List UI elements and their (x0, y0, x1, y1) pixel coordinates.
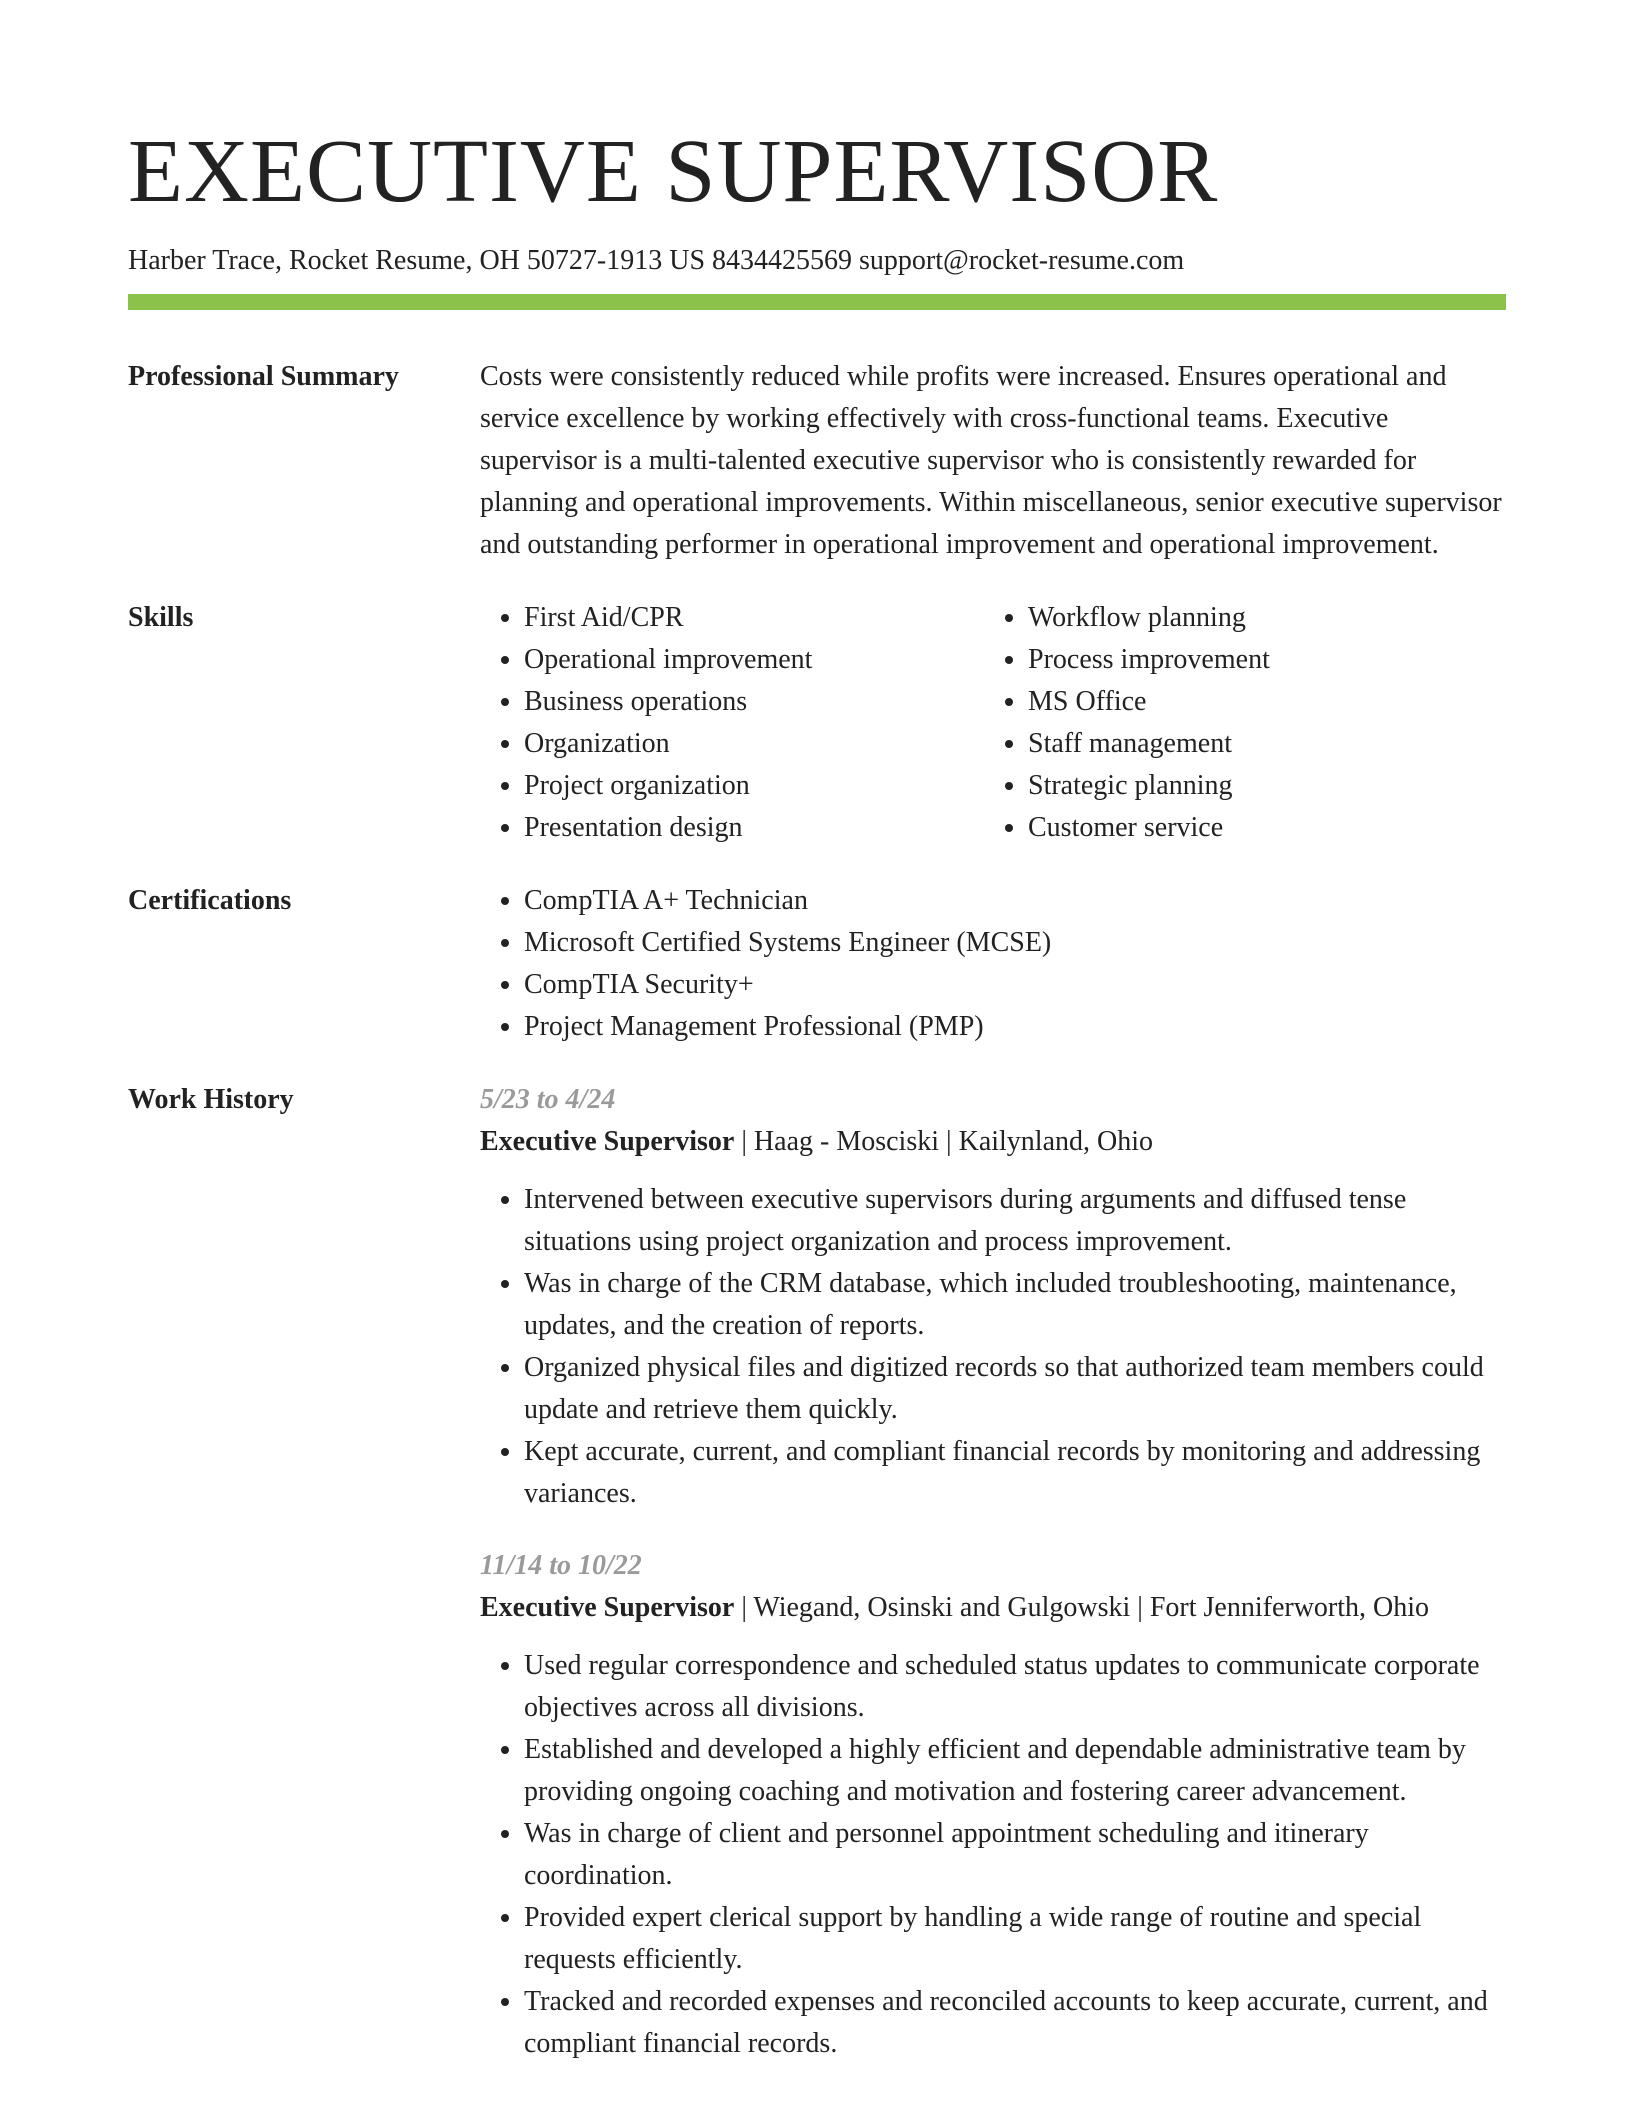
list-item: • Intervened between executive supervisors during arguments and diffused tense situations using project organization and process improvement. (524, 1179, 1506, 1263)
list-item: • Microsoft Certified Systems Engineer (MCSE) (524, 922, 1506, 964)
job-role-line (480, 1121, 1506, 1163)
list-item: • Staff management (1028, 723, 1488, 765)
job-role-line (480, 1587, 1506, 1629)
list-item: • Kept accurate, current, and compliant financial records by monitoring and addressing variances. (524, 1431, 1506, 1515)
skills-section (128, 597, 1506, 849)
job-employer-location: | Wiegand, Osinski and Gulgowski | Fort Jenniferworth, Ohio (734, 1592, 1430, 1623)
job-entry (480, 1545, 1506, 2065)
job-dates: 11/14 to 10/22 (480, 1550, 642, 1581)
contact-line: Harber Trace, Rocket Resume, OH 50727-1913 US 8434425569 support@rocket-resume.com (128, 245, 1185, 276)
list-item: • First Aid/CPR (524, 597, 984, 639)
job-bullets (480, 1645, 1506, 2065)
list-item: • Was in charge of client and personnel appointment scheduling and itinerary coordination. (524, 1813, 1506, 1897)
list-item: • Presentation design (524, 807, 984, 849)
work-history-body (480, 1079, 1506, 2065)
summary-heading: Professional Summary (128, 361, 399, 392)
list-item: • Organization (524, 723, 984, 765)
skills-column-right (984, 597, 1488, 849)
summary-text: Costs were consistently reduced while profits were increased. Ensures operational and service excellence by working effectively with cross-functional teams. Executive supervisor is a multi-talented executive supervisor who is consistently rewarded for planning and operational improvements. Within miscellaneous, senior executive supervisor and outstanding performer in operational improvement and operational improvement. (480, 361, 1502, 560)
job-bullets (480, 1179, 1506, 1515)
skills-list-right (984, 597, 1488, 849)
summary-section (128, 356, 1506, 566)
list-item: • Was in charge of the CRM database, which included troubleshooting, maintenance, updates, and the creation of reports. (524, 1263, 1506, 1347)
resume-page (128, 0, 1506, 2065)
list-item: • Business operations (524, 681, 984, 723)
skills-list-left (480, 597, 984, 849)
list-item: • Provided expert clerical support by handling a wide range of routine and special requests efficiently. (524, 1897, 1506, 1981)
job-entry (480, 1079, 1506, 1515)
list-item: • Workflow planning (1028, 597, 1488, 639)
job-dates: 5/23 to 4/24 (480, 1084, 616, 1115)
certifications-section (128, 880, 1506, 1048)
job-employer-location: | Haag - Mosciski | Kailynland, Ohio (734, 1126, 1154, 1157)
list-item: • Process improvement (1028, 639, 1488, 681)
list-item: • Project Management Professional (PMP) (524, 1006, 1506, 1048)
summary-body (480, 356, 1506, 566)
job-title: Executive Supervisor (480, 1126, 735, 1157)
list-item: • Customer service (1028, 807, 1488, 849)
work-history-heading: Work History (128, 1084, 294, 1115)
list-item: • Project organization (524, 765, 984, 807)
certifications-heading: Certifications (128, 885, 292, 916)
skills-heading: Skills (128, 602, 194, 633)
work-history-section (128, 1079, 1506, 2065)
list-item: • Operational improvement (524, 639, 984, 681)
skills-column-left (480, 597, 984, 849)
accent-divider (128, 294, 1506, 310)
list-item: • Established and developed a highly efficient and dependable administrative team by providing ongoing coaching and motivation and fostering career advancement. (524, 1729, 1506, 1813)
certifications-list (480, 880, 1506, 1048)
list-item: • Strategic planning (1028, 765, 1488, 807)
skills-grid (480, 597, 1506, 849)
list-item: • Organized physical files and digitized records so that authorized team members could update and retrieve them quickly. (524, 1347, 1506, 1431)
list-item: • CompTIA A+ Technician (524, 880, 1506, 922)
job-title: Executive Supervisor (480, 1592, 735, 1623)
resume-name: EXECUTIVE SUPERVISOR (128, 122, 1219, 221)
certifications-body (480, 880, 1506, 1048)
list-item: • Tracked and recorded expenses and reconciled accounts to keep accurate, current, and compliant financial records. (524, 1981, 1506, 2065)
list-item: • MS Office (1028, 681, 1488, 723)
list-item: • CompTIA Security+ (524, 964, 1506, 1006)
list-item: • Used regular correspondence and scheduled status updates to communicate corporate objectives across all divisions. (524, 1645, 1506, 1729)
